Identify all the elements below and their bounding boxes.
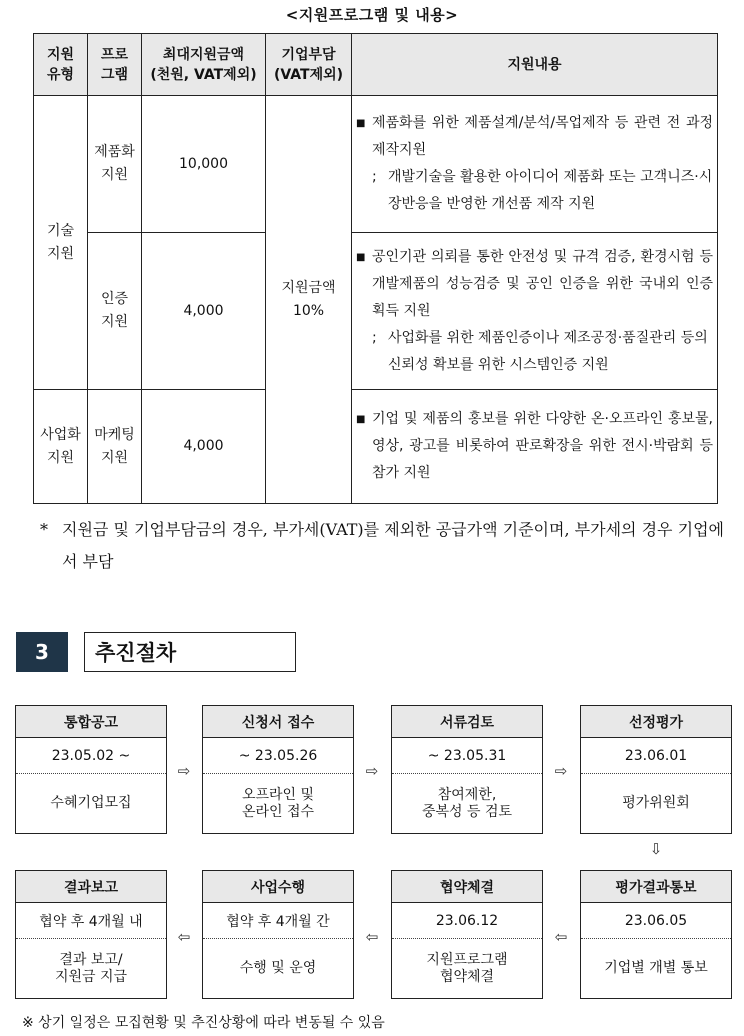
section-title: 추진절차 [84, 632, 296, 672]
content-bullet [356, 406, 713, 487]
arrow-down-icon: ⇩ [649, 840, 663, 858]
step-box [202, 870, 354, 999]
cell-content [352, 233, 718, 390]
step-title: 결과보고 [16, 871, 166, 903]
step-date: 23.06.12 [392, 903, 542, 939]
step-title: 서류검토 [392, 706, 542, 738]
section-number: 3 [16, 632, 68, 672]
step-box [202, 705, 354, 834]
step-date: ~ 23.05.26 [203, 738, 353, 774]
cell-support-type: 사업화 지원 [34, 390, 88, 504]
arrow-right-icon: ⇨ [554, 762, 568, 780]
square-bullet-icon: ■ [356, 414, 366, 425]
table-row [34, 390, 718, 504]
arrow-right-icon: ⇨ [177, 762, 191, 780]
step-desc: 수행 및 운영 [239, 960, 317, 976]
arrow-right-icon: ⇨ [365, 762, 379, 780]
cell-program: 제품화 지원 [88, 96, 142, 233]
step-date: 23.06.01 [581, 738, 731, 774]
step-date: 23.05.02 ~ [16, 738, 166, 774]
step-title: 평가결과통보 [581, 871, 731, 903]
step-desc: 수혜기업모집 [50, 795, 132, 811]
step-date: 협약 후 4개월 간 [203, 903, 353, 939]
note-text: 지원금 및 기업부담금의 경우, 부가세(VAT)를 제외한 공급가액 기준이며, 부가세의 경우 기업에서 부담 [62, 520, 724, 571]
sub-item-text: 사업화를 위한 제품인증이나 제조공정·품질관리 등의 신뢰성 확보를 위한 시스템인증 지원 [388, 329, 708, 373]
table-row [34, 233, 718, 390]
step-box [580, 870, 732, 999]
cell-amount: 4,000 [142, 233, 266, 390]
content-sub-item [356, 164, 713, 218]
step-date: ~ 23.05.31 [392, 738, 542, 774]
header-support-type: 지원 유형 [34, 34, 88, 96]
table-row [34, 96, 718, 233]
cell-program: 마케팅 지원 [88, 390, 142, 504]
cell-support-type: 기술 지원 [34, 96, 88, 390]
schedule-footnote: ※ 상기 일정은 모집현황 및 추진상황에 따라 변동될 수 있음 [22, 1015, 385, 1031]
header-company-burden: 기업부담 (VAT제외) [266, 34, 352, 96]
header-program: 프로 그램 [88, 34, 142, 96]
step-desc: 기업별 개별 통보 [604, 960, 708, 976]
step-date: 23.06.05 [581, 903, 731, 939]
square-bullet-icon: ■ [356, 118, 366, 129]
header-max-amount: 최대지원금액 (천원, VAT제외) [142, 34, 266, 96]
step-title: 선정평가 [581, 706, 731, 738]
header-support-content: 지원내용 [352, 34, 718, 96]
square-bullet-icon: ■ [356, 251, 366, 263]
content-bullet [356, 110, 713, 164]
support-program-table [33, 33, 718, 504]
step-box [15, 705, 167, 834]
content-sub-item [356, 325, 713, 379]
step-box [391, 705, 543, 834]
bullet-text: 제품화를 위한 제품설계/분석/목업제작 등 관련 전 과정 제작지원 [372, 115, 713, 158]
step-desc: 지원프로그램 협약체결 [426, 951, 508, 985]
sub-item-text: 개발기술을 활용한 아이디어 제품화 또는 고객니즈·시장반응을 반영한 개선품 제작 지원 [388, 169, 713, 212]
cell-program: 인증 지원 [88, 233, 142, 390]
sub-item-mark: ; [372, 169, 377, 185]
step-title: 통합공고 [16, 706, 166, 738]
step-title: 협약체결 [392, 871, 542, 903]
cell-content [352, 96, 718, 233]
table-caption: <지원프로그램 및 내용> [285, 6, 459, 24]
arrow-left-icon: ⇦ [177, 928, 191, 946]
sub-item-mark: ; [372, 329, 377, 346]
cell-amount: 10,000 [142, 96, 266, 233]
step-desc: 참여제한, 중복성 등 검토 [421, 786, 513, 820]
table-header-row [34, 34, 718, 96]
step-date: 협약 후 4개월 내 [16, 903, 166, 939]
cell-company-burden: 지원금액 10% [266, 96, 352, 504]
arrow-left-icon: ⇦ [554, 928, 568, 946]
note-mark: * [40, 520, 48, 539]
step-title: 신청서 접수 [203, 706, 353, 738]
vat-note [40, 514, 724, 578]
step-desc: 결과 보고/ 지원금 지급 [54, 951, 128, 985]
step-box [15, 870, 167, 999]
step-box [580, 705, 732, 834]
step-box [391, 870, 543, 999]
cell-amount: 4,000 [142, 390, 266, 504]
step-title: 사업수행 [203, 871, 353, 903]
content-bullet [356, 244, 713, 325]
cell-content [352, 390, 718, 504]
step-desc: 평가위원회 [622, 795, 690, 811]
arrow-left-icon: ⇦ [365, 928, 379, 946]
step-desc: 오프라인 및 온라인 접수 [241, 786, 315, 820]
bullet-text: 공인기관 의뢰를 통한 안전성 및 규격 검증, 환경시험 등 개발제품의 성능검증 및 공인 인증을 위한 국내외 인증획득 지원 [372, 248, 713, 319]
bullet-text: 기업 및 제품의 홍보를 위한 다양한 온·오프라인 홍보물, 영상, 광고를 비롯하여 판로확장을 위한 전시·박람회 등 참가 지원 [372, 411, 713, 481]
